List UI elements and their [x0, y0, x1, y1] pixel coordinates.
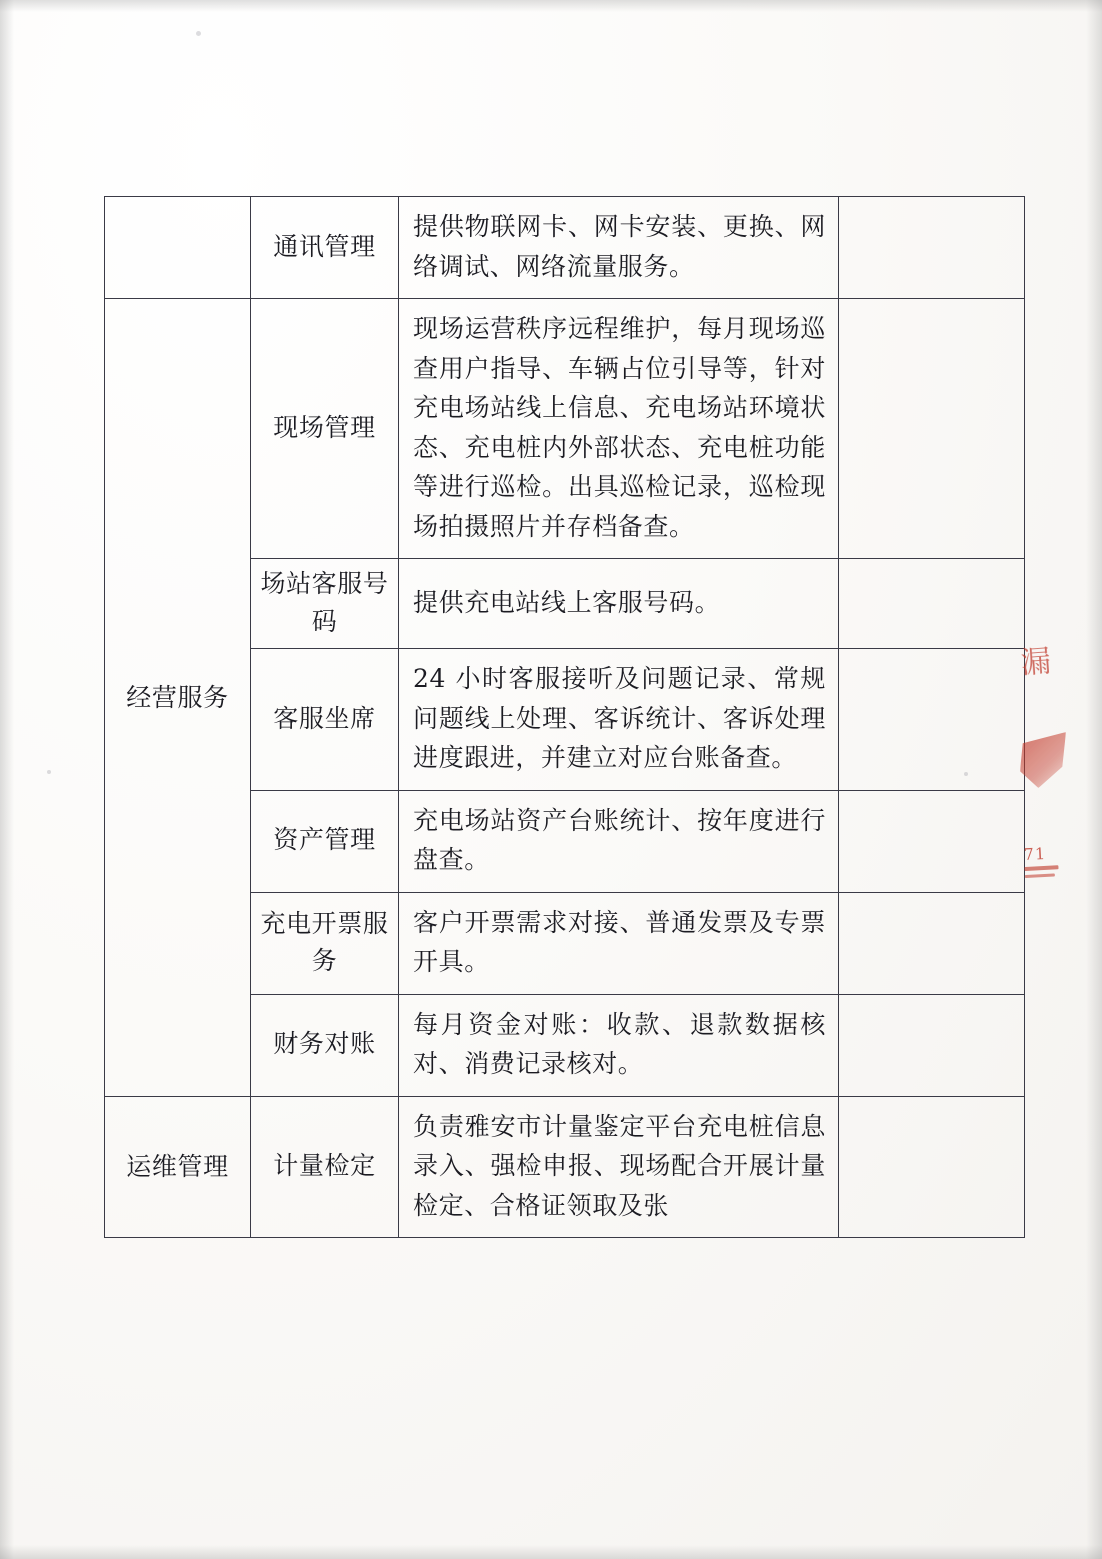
row-item: 通讯管理 — [251, 197, 399, 299]
stamp-number-text: 71 — [1023, 843, 1047, 865]
service-content-table — [104, 196, 1025, 1238]
row-desc: 现场运营秩序远程维护，每月现场巡查用户指导、车辆占位引导等，针对充电场站线上信息、充电场站环境状态、充电桩内外部状态、充电桩功能等进行巡检。出具巡检记录，巡检现场拍摄照片并存档备查。 — [399, 299, 839, 559]
row-category — [105, 197, 251, 299]
row-desc: 充电场站资产台账统计、按年度进行盘查。 — [399, 790, 839, 892]
table-row — [105, 197, 1025, 299]
stamp-number-icon — [1023, 843, 1065, 875]
scan-speck — [196, 31, 201, 36]
row-note — [839, 1096, 1025, 1238]
stamp-bar-icon — [1024, 865, 1058, 871]
row-note — [839, 299, 1025, 559]
row-item: 场站客服号码 — [251, 559, 399, 649]
row-note — [839, 994, 1025, 1096]
table-row — [105, 1096, 1025, 1238]
row-item: 计量检定 — [251, 1096, 399, 1238]
row-item: 客服坐席 — [251, 649, 399, 791]
row-item: 现场管理 — [251, 299, 399, 559]
row-note — [839, 197, 1025, 299]
page-shadow-top — [0, 0, 1102, 12]
row-item: 资产管理 — [251, 790, 399, 892]
row-desc: 提供物联网卡、网卡安装、更换、网络调试、网络流量服务。 — [399, 197, 839, 299]
row-note — [839, 892, 1025, 994]
row-category-business-service: 经营服务 — [105, 299, 251, 1097]
row-desc: 提供充电站线上客服号码。 — [399, 559, 839, 649]
page-shadow-right — [1086, 0, 1102, 1559]
row-item: 充电开票服务 — [251, 892, 399, 994]
stamp-char-icon: 漏 — [1019, 644, 1053, 682]
row-item: 财务对账 — [251, 994, 399, 1096]
row-desc: 客户开票需求对接、普通发票及专票开具。 — [399, 892, 839, 994]
row-desc: 每月资金对账：收款、退款数据核对、消费记录核对。 — [399, 994, 839, 1096]
row-desc: 24 小时客服接听及问题记录、常规问题线上处理、客诉统计、客诉处理进度跟进，并建立对应台账备查。 — [399, 649, 839, 791]
row-category-ops-management: 运维管理 — [105, 1096, 251, 1238]
stamp-bar-icon — [1025, 873, 1055, 878]
table-row — [105, 299, 1025, 559]
row-note — [839, 559, 1025, 649]
page-shadow-left — [0, 0, 14, 1559]
row-desc: 负责雅安市计量鉴定平台充电桩信息录入、强检申报、现场配合开展计量检定、合格证领取及张 — [399, 1096, 839, 1238]
row-note — [839, 790, 1025, 892]
stamp-blot-icon — [1020, 732, 1066, 788]
page-shadow-bottom — [0, 1545, 1102, 1559]
red-stamp-marks — [1019, 644, 1076, 908]
scan-speck — [47, 770, 51, 774]
row-note — [839, 649, 1025, 791]
